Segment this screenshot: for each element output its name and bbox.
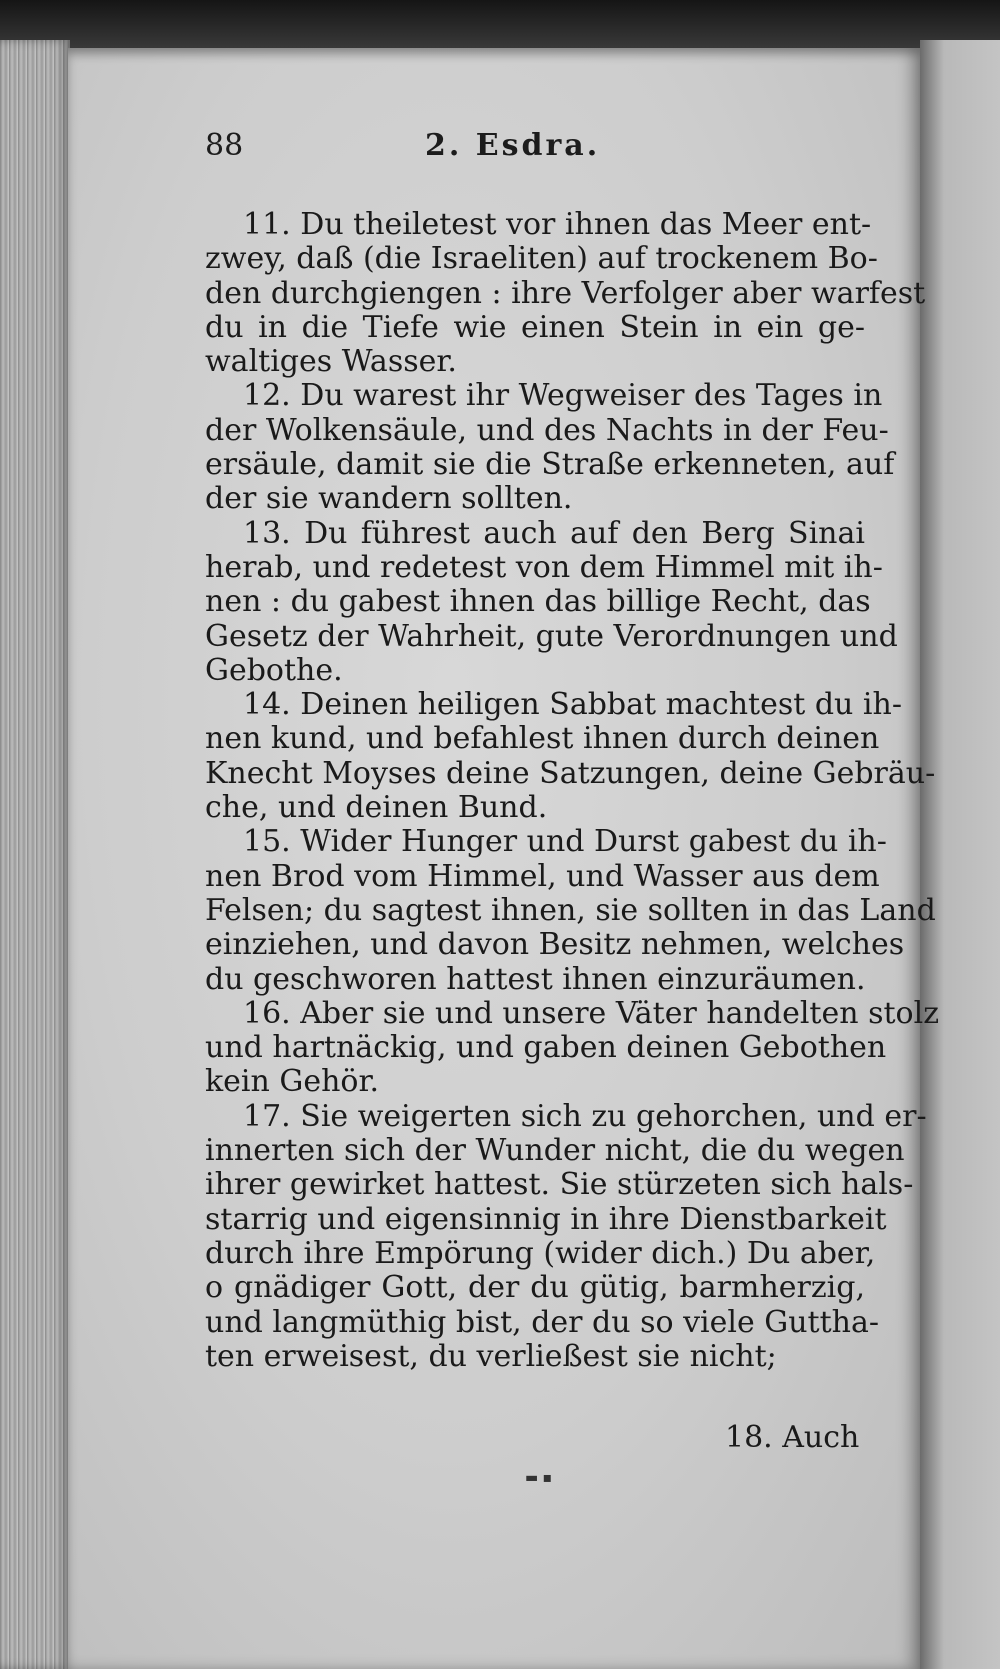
line-text: und langmüthig bist, der du so viele Guttha- <box>205 1304 880 1340</box>
text-line <box>205 755 936 791</box>
line-text: Gesetz der Wahrheit, gute Verordnungen und <box>205 618 898 654</box>
line-text: nen : du gabest ihnen das billige Recht, das <box>205 584 871 620</box>
line-text: Du theiletest vor ihnen das Meer ent- <box>300 207 872 242</box>
text-line <box>205 927 905 963</box>
text-line <box>205 1340 865 1374</box>
text-line <box>205 345 865 379</box>
line-text: Knecht Moyses deine Satzungen, deine Gebräu- <box>205 755 936 791</box>
text-line <box>205 1235 876 1271</box>
line-text: Sie weigerten sich zu gehorchen, und er- <box>300 1098 927 1134</box>
line-text: starrig und eigensinnig in ihre Dienstbarkeit <box>205 1201 887 1237</box>
text-line <box>205 412 889 448</box>
line-text: Aber sie und unsere Väter handelten stolz <box>300 995 939 1031</box>
text-line <box>205 482 865 516</box>
text-line <box>205 858 880 894</box>
line-text: Gebothe. <box>205 652 343 688</box>
text-line <box>205 791 865 825</box>
line-text: ersäule, damit sie die Straße erkenneten, auf <box>205 447 895 483</box>
text-line <box>205 1065 865 1099</box>
verse-paragraph <box>205 1098 927 1374</box>
line-text: den durchgiengen : ihre Verfolger aber warfest <box>205 275 926 311</box>
verse-paragraph <box>205 515 898 688</box>
verse-paragraph <box>205 378 895 517</box>
text-line <box>205 1030 887 1066</box>
text-line <box>205 378 883 414</box>
text-line <box>205 1167 914 1203</box>
line-text: che, und deinen Bund. <box>205 790 548 826</box>
line-text: ten erweisest, du verließest sie nicht; <box>205 1338 777 1374</box>
page-header <box>205 128 635 168</box>
text-line <box>205 1304 880 1340</box>
text-line <box>205 995 939 1031</box>
verse-number: 17. <box>243 1098 291 1134</box>
text-line <box>205 447 895 483</box>
text-line <box>205 1271 865 1305</box>
scan-background <box>0 0 1000 50</box>
line-text: der sie wandern sollten. <box>205 481 573 517</box>
line-text: der Wolkensäule, und des Nachts in der Feu- <box>205 412 889 448</box>
text-line <box>205 1201 887 1237</box>
book-spine-edges <box>0 40 70 1669</box>
line-text: Du führest auch auf den Berg Sinai <box>304 515 865 551</box>
text-line <box>205 824 887 860</box>
line-text: ihrer gewirket hattest. Sie stürzeten sich hals- <box>205 1167 914 1203</box>
line-text: waltiges Wasser. <box>205 344 457 380</box>
text-line <box>205 618 898 654</box>
line-text: kein Gehör. <box>205 1064 380 1100</box>
verse-paragraph <box>205 824 936 997</box>
ink-smudge: ▬ ▪ <box>525 1470 553 1486</box>
line-text: zwey, daß (die Israeliten) auf trockenem Bo- <box>205 241 878 277</box>
page-number: 88 <box>205 128 244 163</box>
line-text: herab, und redetest von dem Himmel mit ih- <box>205 549 883 585</box>
text-line <box>205 963 865 997</box>
facing-page-edge <box>920 40 1000 1669</box>
line-text: durch ihre Empörung (wider dich.) Du aber, <box>205 1235 876 1271</box>
line-text: Deinen heiligen Sabbat machtest du ih- <box>300 687 902 723</box>
line-text: Du warest ihr Wegweiser des Tages in <box>300 378 883 414</box>
line-text: du in die Tiefe wie einen Stein in ein ge- <box>205 309 865 345</box>
body-text <box>205 207 939 1374</box>
line-text: nen Brod vom Himmel, und Wasser aus dem <box>205 858 880 894</box>
text-line <box>205 207 872 242</box>
line-text: und hartnäckig, und gaben deinen Gebothen <box>205 1030 887 1066</box>
line-text: du geschworen hattest ihnen einzuräumen. <box>205 961 866 997</box>
text-line <box>205 311 865 345</box>
verse-number: 12. <box>243 378 291 414</box>
verse-paragraph <box>205 995 939 1100</box>
verse-number: 13. <box>243 515 291 551</box>
text-line <box>205 275 926 311</box>
verse-number: 14. <box>243 687 291 723</box>
line-text: Wider Hunger und Durst gabest du ih- <box>300 824 887 860</box>
text-line <box>205 584 871 620</box>
text-line <box>205 687 902 723</box>
running-title: 2. Esdra. <box>425 128 601 163</box>
text-line <box>205 654 865 688</box>
line-text: nen kund, und befahlest ihnen durch deinen <box>205 721 880 757</box>
verse-number: 16. <box>243 995 291 1031</box>
line-text: Felsen; du sagtest ihnen, sie sollten in das Land <box>205 892 936 928</box>
verse-number: 11. <box>243 207 291 242</box>
verse-paragraph <box>205 687 936 826</box>
text-line <box>205 892 936 928</box>
text-line <box>205 517 865 551</box>
line-text: innerten sich der Wunder nicht, die du wegen <box>205 1133 905 1169</box>
verse-paragraph <box>205 207 926 380</box>
text-line <box>205 549 883 585</box>
text-line <box>205 241 878 277</box>
verse-number: 15. <box>243 824 291 860</box>
text-line <box>205 1098 927 1134</box>
line-text: o gnädiger Gott, der du gütig, barmherzig, <box>205 1270 865 1306</box>
catchword: 18. Auch <box>725 1420 860 1455</box>
line-text: einziehen, und davon Besitz nehmen, welches <box>205 927 905 963</box>
text-line <box>205 1133 905 1169</box>
text-line <box>205 721 880 757</box>
